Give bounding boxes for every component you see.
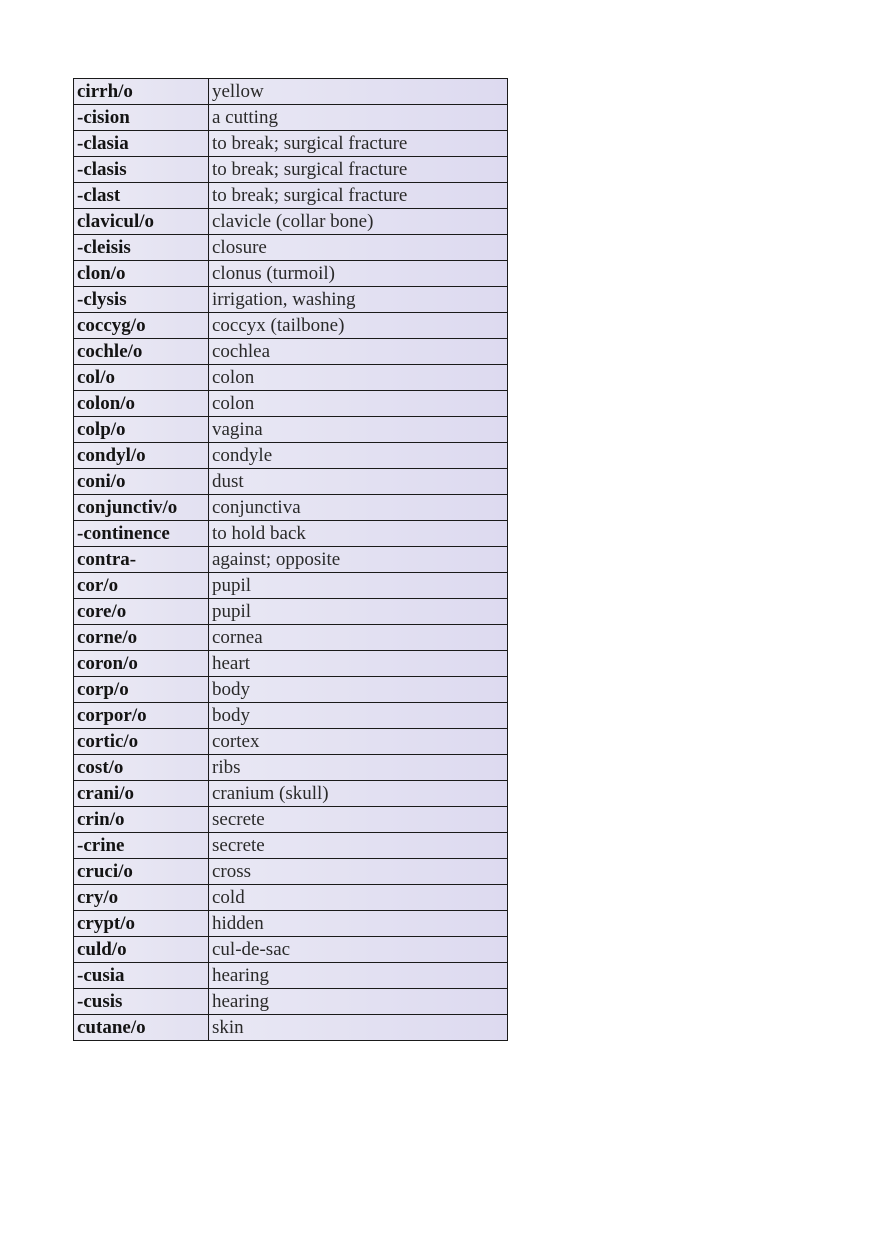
term-cell: crin/o	[74, 807, 209, 833]
definition-cell: cold	[209, 885, 508, 911]
term-cell: contra-	[74, 547, 209, 573]
table-row	[74, 911, 508, 937]
term-cell: -clasia	[74, 131, 209, 157]
term-cell: culd/o	[74, 937, 209, 963]
definition-cell: secrete	[209, 807, 508, 833]
table-row	[74, 521, 508, 547]
definition-cell: to break; surgical fracture	[209, 131, 508, 157]
term-cell: coni/o	[74, 469, 209, 495]
table-row	[74, 547, 508, 573]
table-row	[74, 651, 508, 677]
table-row	[74, 729, 508, 755]
table-row	[74, 131, 508, 157]
term-cell: corpor/o	[74, 703, 209, 729]
term-cell: colp/o	[74, 417, 209, 443]
definition-cell: conjunctiva	[209, 495, 508, 521]
definition-cell: skin	[209, 1015, 508, 1041]
definition-cell: against; opposite	[209, 547, 508, 573]
table-row	[74, 365, 508, 391]
term-cell: cruci/o	[74, 859, 209, 885]
table-row	[74, 573, 508, 599]
term-cell: -continence	[74, 521, 209, 547]
definition-cell: dust	[209, 469, 508, 495]
table-row	[74, 859, 508, 885]
term-cell: cirrh/o	[74, 79, 209, 105]
term-cell: coron/o	[74, 651, 209, 677]
medical-terms-table	[73, 78, 508, 1041]
table-row	[74, 1015, 508, 1041]
table-row	[74, 495, 508, 521]
definition-cell: heart	[209, 651, 508, 677]
table-row	[74, 703, 508, 729]
definition-cell: body	[209, 677, 508, 703]
term-cell: conjunctiv/o	[74, 495, 209, 521]
table-row	[74, 105, 508, 131]
definition-cell: pupil	[209, 573, 508, 599]
term-cell: col/o	[74, 365, 209, 391]
definition-cell: to hold back	[209, 521, 508, 547]
table-row	[74, 313, 508, 339]
definition-cell: closure	[209, 235, 508, 261]
term-cell: clon/o	[74, 261, 209, 287]
table-row	[74, 625, 508, 651]
definition-cell: pupil	[209, 599, 508, 625]
table-row	[74, 235, 508, 261]
definition-cell: colon	[209, 365, 508, 391]
table-row	[74, 209, 508, 235]
table-row	[74, 183, 508, 209]
definition-cell: coccyx (tailbone)	[209, 313, 508, 339]
term-cell: coccyg/o	[74, 313, 209, 339]
definition-cell: clonus (turmoil)	[209, 261, 508, 287]
table-row	[74, 885, 508, 911]
term-cell: -clysis	[74, 287, 209, 313]
term-cell: cutane/o	[74, 1015, 209, 1041]
table-row	[74, 963, 508, 989]
definition-cell: to break; surgical fracture	[209, 157, 508, 183]
term-cell: core/o	[74, 599, 209, 625]
term-cell: -cusia	[74, 963, 209, 989]
term-cell: -cision	[74, 105, 209, 131]
definition-cell: yellow	[209, 79, 508, 105]
table-row	[74, 261, 508, 287]
term-cell: crypt/o	[74, 911, 209, 937]
term-cell: -cusis	[74, 989, 209, 1015]
table-row	[74, 833, 508, 859]
definition-cell: colon	[209, 391, 508, 417]
definition-cell: hearing	[209, 989, 508, 1015]
definition-cell: hidden	[209, 911, 508, 937]
term-cell: cost/o	[74, 755, 209, 781]
table-row	[74, 677, 508, 703]
table-row	[74, 443, 508, 469]
definition-cell: cochlea	[209, 339, 508, 365]
definition-cell: to break; surgical fracture	[209, 183, 508, 209]
term-cell: colon/o	[74, 391, 209, 417]
term-cell: -clast	[74, 183, 209, 209]
term-cell: -clasis	[74, 157, 209, 183]
term-cell: condyl/o	[74, 443, 209, 469]
definition-cell: cranium (skull)	[209, 781, 508, 807]
table-row	[74, 417, 508, 443]
term-cell: cor/o	[74, 573, 209, 599]
term-cell: crani/o	[74, 781, 209, 807]
term-cell: cochle/o	[74, 339, 209, 365]
definition-cell: hearing	[209, 963, 508, 989]
term-cell: cortic/o	[74, 729, 209, 755]
definition-cell: cross	[209, 859, 508, 885]
definition-cell: clavicle (collar bone)	[209, 209, 508, 235]
definition-cell: condyle	[209, 443, 508, 469]
term-cell: -crine	[74, 833, 209, 859]
table-row	[74, 157, 508, 183]
table-row	[74, 807, 508, 833]
table-row	[74, 79, 508, 105]
definition-cell: secrete	[209, 833, 508, 859]
definition-cell: cortex	[209, 729, 508, 755]
table-row	[74, 339, 508, 365]
definition-cell: a cutting	[209, 105, 508, 131]
table-row	[74, 989, 508, 1015]
term-cell: -cleisis	[74, 235, 209, 261]
table-row	[74, 287, 508, 313]
definition-cell: cornea	[209, 625, 508, 651]
table-row	[74, 755, 508, 781]
terms-table-body	[74, 79, 508, 1041]
term-cell: corne/o	[74, 625, 209, 651]
table-row	[74, 599, 508, 625]
table-row	[74, 391, 508, 417]
definition-cell: irrigation, washing	[209, 287, 508, 313]
table-row	[74, 937, 508, 963]
definition-cell: ribs	[209, 755, 508, 781]
term-cell: cry/o	[74, 885, 209, 911]
term-cell: corp/o	[74, 677, 209, 703]
table-row	[74, 781, 508, 807]
definition-cell: vagina	[209, 417, 508, 443]
table-row	[74, 469, 508, 495]
term-cell: clavicul/o	[74, 209, 209, 235]
definition-cell: cul-de-sac	[209, 937, 508, 963]
definition-cell: body	[209, 703, 508, 729]
